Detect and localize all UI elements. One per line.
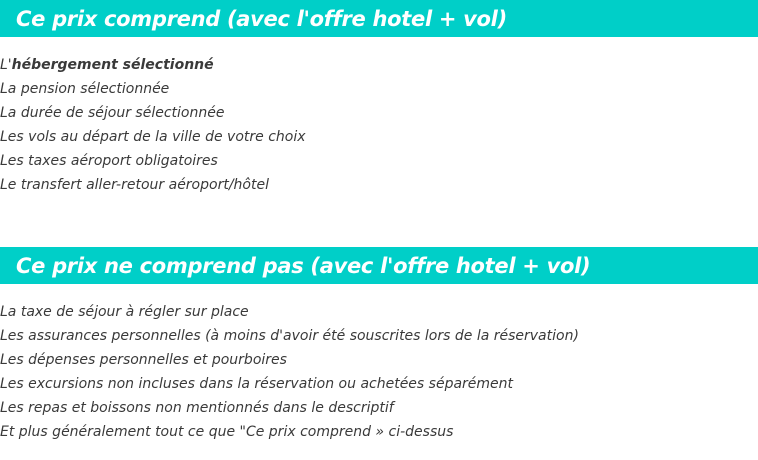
list-item-bold: hébergement sélectionné (11, 57, 214, 73)
list-item: Les vols au départ de la ville de votre choix (0, 129, 306, 145)
list-item: Les excursions non incluses dans la réservation ou achetées séparément (0, 376, 514, 392)
list-item: Les dépenses personnelles et pourboires (0, 352, 287, 368)
list-item: Les assurances personnelles (à moins d'avoir été souscrites lors de la réservation) (0, 328, 579, 344)
list-item: La taxe de séjour à régler sur place (0, 304, 249, 320)
price-includes-title: Ce prix comprend (avec l'offre hotel + vol) (16, 6, 507, 31)
price-excludes-section (0, 247, 758, 444)
price-excludes-list (0, 300, 758, 444)
list-item-prefix: L' (0, 57, 12, 73)
list-item: Les taxes aéroport obligatoires (0, 153, 218, 169)
price-includes-header (0, 0, 758, 37)
price-includes-list (0, 53, 758, 197)
price-includes-section (0, 0, 758, 197)
price-excludes-header (0, 247, 758, 284)
list-item: Les repas et boissons non mentionnés dans le descriptif (0, 400, 394, 416)
list-item: Le transfert aller-retour aéroport/hôtel (0, 177, 269, 193)
list-item: La durée de séjour sélectionnée (0, 105, 225, 121)
price-excludes-title: Ce prix ne comprend pas (avec l'offre hotel + vol) (16, 253, 591, 278)
list-item: La pension sélectionnée (0, 81, 170, 97)
list-item (0, 53, 758, 77)
list-item: Et plus généralement tout ce que "Ce prix comprend » ci-dessus (0, 424, 454, 440)
